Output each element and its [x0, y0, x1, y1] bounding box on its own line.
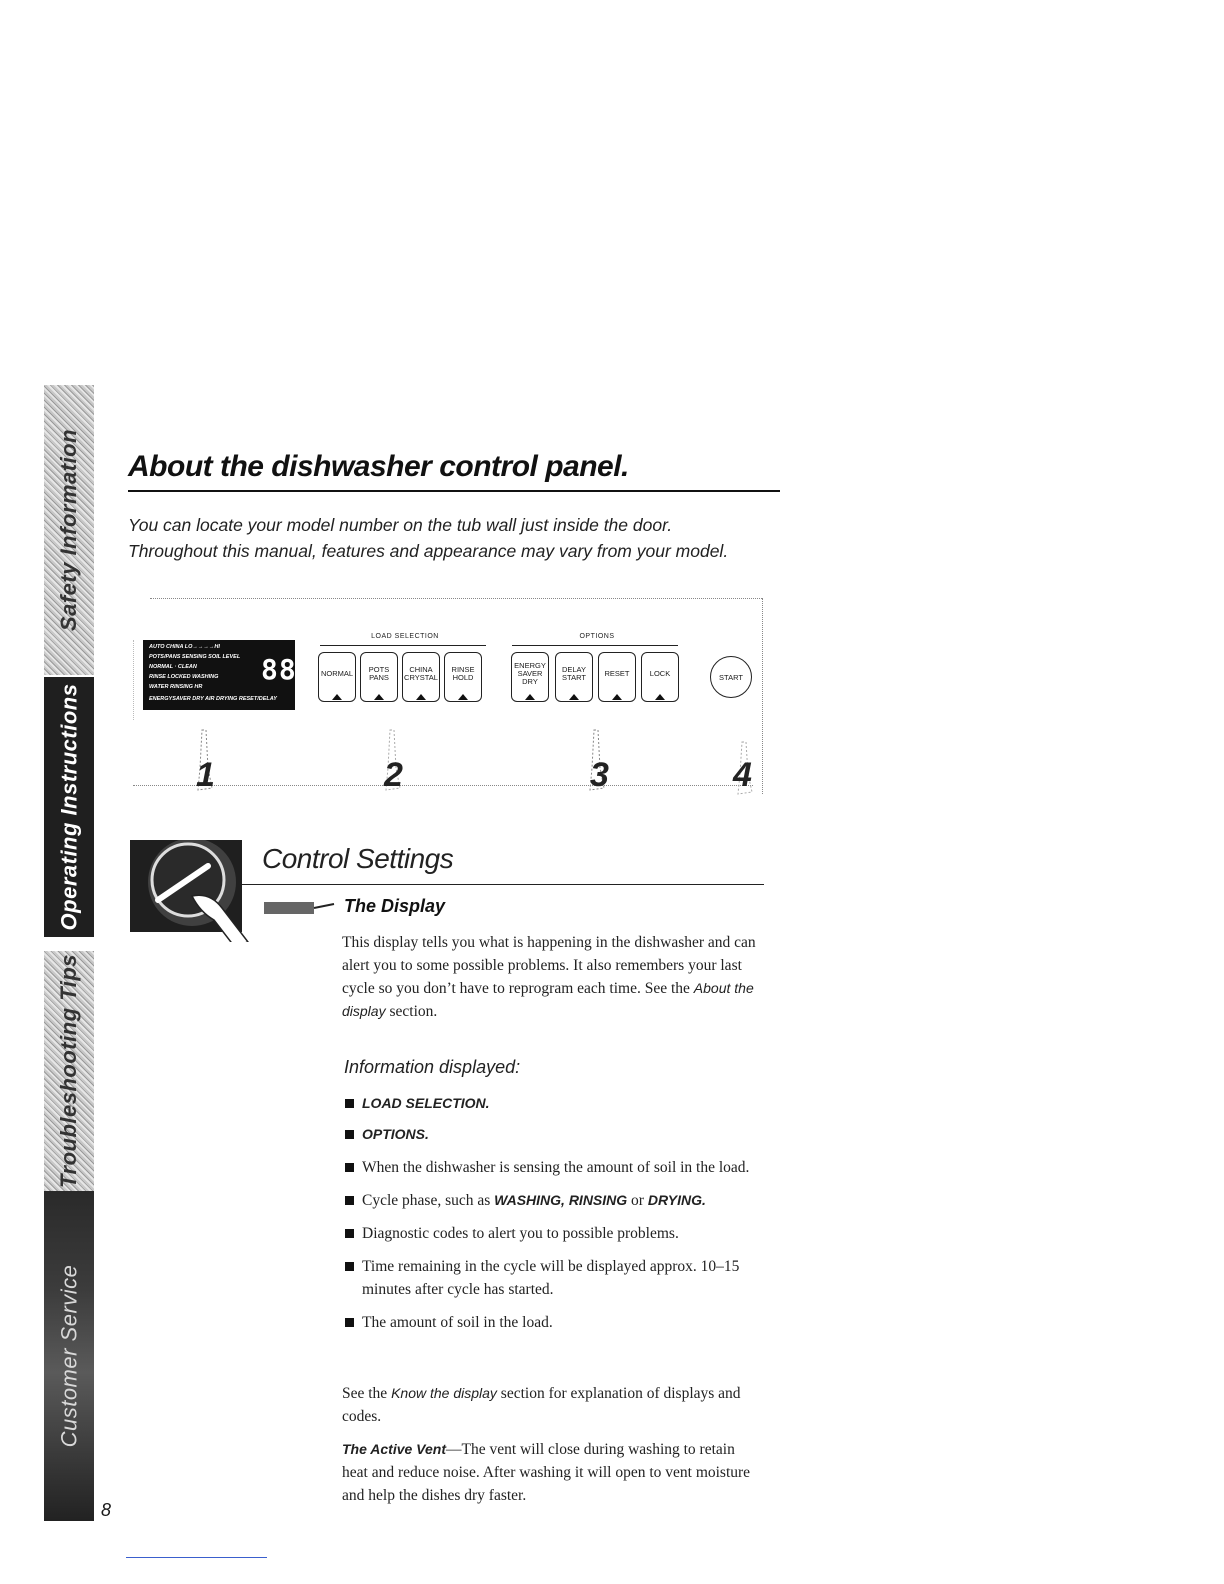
- list-item: [344, 1255, 764, 1301]
- indicator-light: [332, 694, 342, 700]
- key-label: RINSE: [451, 665, 475, 674]
- tab-safety-information[interactable]: [44, 385, 94, 675]
- key-label: POTS: [368, 665, 390, 674]
- bullet-icon: [345, 1196, 354, 1205]
- key-label: PANS: [369, 673, 389, 682]
- item-text: The amount of soil in the load.: [362, 1314, 553, 1331]
- display-row: RINSE LOCKED WASHING: [149, 674, 219, 680]
- list-item: [344, 1123, 764, 1146]
- tab-troubleshooting-tips[interactable]: [44, 951, 94, 1191]
- tab-label: Customer Service: [56, 1264, 81, 1448]
- options-label: OPTIONS: [579, 633, 615, 640]
- information-list: [344, 1092, 764, 1344]
- key-label: NORMAL: [320, 669, 354, 678]
- display-row: WATER RINSING HR: [149, 684, 203, 690]
- display-digits: 88: [261, 653, 297, 686]
- see-know-display-note: [342, 1382, 757, 1428]
- key-label: START: [562, 673, 586, 682]
- paragraph-text: See the: [342, 1385, 392, 1402]
- callout-number: 3: [590, 756, 609, 794]
- bullet-icon: [345, 1262, 354, 1271]
- tab-operating-instructions[interactable]: [44, 677, 94, 937]
- control-dial-icon: [130, 840, 242, 932]
- key-label: RESET: [604, 669, 630, 678]
- key-label: SAVER: [517, 669, 543, 678]
- page-title: About the dishwasher control panel.: [128, 450, 629, 483]
- display-thumbnail-icon: [262, 898, 342, 918]
- lock-button[interactable]: [641, 652, 679, 702]
- normal-button[interactable]: [318, 652, 356, 702]
- paragraph-text: section for explanation of displays and codes.: [342, 1385, 741, 1425]
- item-emphasis: WASHING, RINSING: [494, 1192, 628, 1208]
- indicator-light: [525, 694, 535, 700]
- display-row: POTS/PANS SENSING SOIL LEVEL: [149, 654, 241, 660]
- callout-number: 4: [733, 756, 752, 794]
- pots-pans-button[interactable]: [360, 652, 398, 702]
- section-divider: [242, 884, 764, 885]
- key-label: LOCK: [649, 669, 671, 678]
- item-text: Time remaining in the cycle will be displayed approx. 10–15 minutes after cycle has started.: [362, 1258, 740, 1298]
- rinse-hold-button[interactable]: [444, 652, 482, 702]
- indicator-light: [416, 694, 426, 700]
- list-item: [344, 1311, 764, 1334]
- list-item: [344, 1222, 764, 1245]
- bullet-icon: [345, 1099, 354, 1108]
- indicator-light: [374, 694, 384, 700]
- load-selection-rule: [320, 645, 486, 646]
- indicator-light: [655, 694, 665, 700]
- list-item: [344, 1092, 764, 1115]
- item-emphasis: DRYING.: [647, 1192, 706, 1208]
- section-reference: Know the display: [391, 1385, 497, 1401]
- footer-rule: [126, 1557, 267, 1558]
- display-description: [342, 931, 762, 1023]
- panel-outline-top: [150, 598, 762, 599]
- panel-outline-left: [133, 640, 134, 720]
- section-title: Control Settings: [262, 843, 454, 874]
- key-label: DRY: [522, 677, 538, 686]
- panel-outline-bottom: [133, 785, 753, 786]
- china-crystal-button[interactable]: [402, 652, 440, 702]
- paragraph-text: —The vent will close during washing to retain heat and reduce noise. After washing it will open to vent moisture and help the dishes dry faster.: [342, 1441, 751, 1504]
- options-rule: [512, 645, 678, 646]
- section-reference: About the display: [342, 980, 754, 1019]
- intro-text: [128, 512, 788, 564]
- paragraph-text: This display tells you what is happening in the dishwasher and can alert you to some possible problems. It also remembers your last cycle so you don’t have to reprogram each time. See the: [342, 934, 756, 997]
- panel-outline-right: [762, 598, 763, 794]
- item-text: LOAD SELECTION.: [362, 1095, 490, 1111]
- key-label: CRYSTAL: [404, 673, 438, 682]
- start-button[interactable]: [710, 656, 752, 698]
- intro-line: You can locate your model number on the tub wall just inside the door.: [128, 515, 673, 535]
- key-label: HOLD: [452, 673, 474, 682]
- display-row: ENERGYSAVER DRY AIR DRYING RESET/DELAY: [149, 696, 277, 702]
- key-label: DELAY: [561, 665, 587, 674]
- information-displayed-heading: Information displayed:: [344, 1057, 521, 1077]
- panel-display: [143, 640, 295, 710]
- load-selection-label: LOAD SELECTION: [371, 633, 439, 640]
- display-heading: The Display: [344, 896, 446, 916]
- start-label: START: [719, 672, 743, 682]
- display-row: AUTO CHINA LO→→→→HI: [149, 644, 220, 650]
- callout-number: 2: [384, 756, 403, 794]
- delay-start-button[interactable]: [555, 652, 593, 702]
- tab-label: Safety Information: [56, 428, 82, 632]
- title-divider: [128, 490, 780, 492]
- item-text: Diagnostic codes to alert you to possible problems.: [362, 1225, 679, 1242]
- active-vent-label: The Active Vent: [342, 1441, 446, 1457]
- bullet-icon: [345, 1318, 354, 1327]
- bullet-icon: [345, 1130, 354, 1139]
- indicator-light: [458, 694, 468, 700]
- tab-label: Troubleshooting Tips: [56, 953, 82, 1189]
- bullet-icon: [345, 1229, 354, 1238]
- list-item: [344, 1156, 764, 1179]
- reset-button[interactable]: [598, 652, 636, 702]
- indicator-light: [569, 694, 579, 700]
- tab-customer-service[interactable]: [44, 1191, 94, 1521]
- active-vent-paragraph: [342, 1438, 762, 1507]
- key-label: ENERGY: [514, 661, 546, 670]
- energy-saver-dry-button[interactable]: [511, 652, 549, 702]
- item-text: OPTIONS.: [362, 1126, 429, 1142]
- key-label: CHINA: [409, 665, 433, 674]
- indicator-light: [612, 694, 622, 700]
- page-number: 8: [101, 1500, 112, 1520]
- item-text: or: [627, 1192, 648, 1209]
- tab-label: Operating Instructions: [56, 683, 82, 931]
- item-text: Cycle phase, such as: [362, 1192, 495, 1209]
- intro-line: Throughout this manual, features and appearance may vary from your model.: [128, 541, 729, 561]
- bullet-icon: [345, 1163, 354, 1172]
- list-item: [344, 1189, 764, 1212]
- paragraph-text: section.: [385, 1003, 438, 1020]
- item-text: When the dishwasher is sensing the amount of soil in the load.: [362, 1159, 750, 1176]
- display-row: NORMAL · CLEAN: [149, 664, 197, 670]
- callout-number: 1: [196, 756, 215, 794]
